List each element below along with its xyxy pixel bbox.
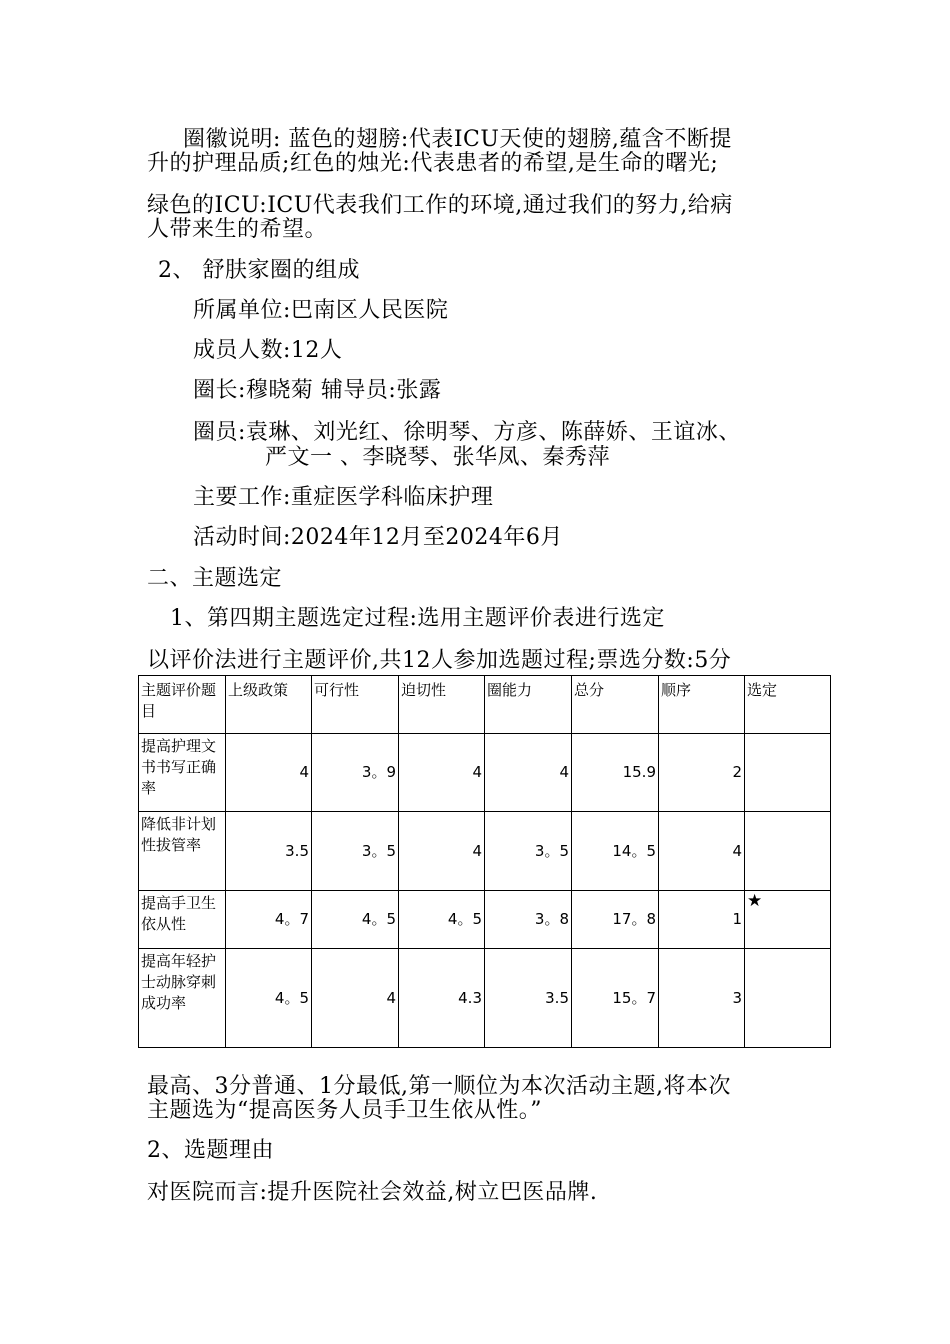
row-topic: 提高年轻护士动脉穿刺成功率 (139, 949, 226, 1048)
row-topic: 提高护理文书书写正确率 (139, 734, 226, 812)
cell-feasibility: 4。5 (312, 891, 399, 949)
cell-urgency: 4 (399, 812, 485, 891)
cell-feasibility: 3。9 (312, 734, 399, 812)
emblem-description-line-2: 升的护理品质;红色的烛光:代表患者的希望,是生命的曙光; (147, 151, 719, 176)
result-line-2: 主题选为“提高医务人员手卫生依从性。” (147, 1098, 542, 1123)
subsection-selection-reason: 2、选题理由 (147, 1138, 274, 1163)
cell-policy: 3.5 (226, 812, 312, 891)
cell-rank: 1 (659, 891, 745, 949)
cell-rank: 3 (659, 949, 745, 1048)
subsection-selection-process: 1、第四期主题选定过程:选用主题评价表进行选定 (170, 606, 665, 631)
cell-capability: 4 (485, 734, 572, 812)
leader-and-advisor: 圈长:穆晓菊 辅导员:张露 (193, 378, 442, 403)
header-capability: 圈能力 (485, 676, 572, 734)
header-topic: 主题评价题目 (139, 676, 226, 734)
main-work: 主要工作:重症医学科临床护理 (193, 485, 494, 510)
cell-rank: 4 (659, 812, 745, 891)
activity-time: 活动时间:2024年12月至2024年6月 (193, 525, 563, 550)
cell-capability: 3。5 (485, 812, 572, 891)
evaluation-intro: 以评价法进行主题评价,共12人参加选题过程;票选分数:5分 (147, 648, 732, 673)
table-header-row (139, 676, 831, 734)
cell-policy: 4 (226, 734, 312, 812)
cell-urgency: 4。5 (399, 891, 485, 949)
row-topic: 提高手卫生依从性 (139, 891, 226, 949)
cell-feasibility: 4 (312, 949, 399, 1048)
emblem-description-line-4: 人带来生的希望。 (147, 217, 328, 242)
table-row (139, 949, 831, 1048)
section-heading-circle-composition: 2、 舒肤家圈的组成 (158, 258, 360, 283)
affiliated-unit: 所属单位:巴南区人民医院 (193, 298, 449, 323)
star-icon: ★ (745, 891, 831, 949)
result-line-1: 最高、3分普通、1分最低,第一顺位为本次活动主题,将本次 (147, 1074, 731, 1099)
header-selected: 选定 (745, 676, 831, 734)
section-heading-theme-selection: 二、主题选定 (147, 566, 283, 591)
cell-total: 15。7 (572, 949, 659, 1048)
reason-hospital: 对医院而言:提升医院社会效益,树立巴医品牌. (147, 1180, 598, 1205)
emblem-description-line-3: 绿色的ICU:ICU代表我们工作的环境,通过我们的努力,给病 (147, 193, 733, 218)
cell-rank: 2 (659, 734, 745, 812)
cell-capability: 3.5 (485, 949, 572, 1048)
row-topic: 降低非计划性拔管率 (139, 812, 226, 891)
members-line-2: 严文一 、李晓琴、张华凤、秦秀萍 (265, 445, 610, 470)
table-row (139, 891, 831, 949)
header-urgency: 迫切性 (399, 676, 485, 734)
table-row (139, 734, 831, 812)
cell-selected (745, 812, 831, 891)
cell-urgency: 4 (399, 734, 485, 812)
cell-total: 15.9 (572, 734, 659, 812)
cell-urgency: 4.3 (399, 949, 485, 1048)
cell-policy: 4。7 (226, 891, 312, 949)
table-row (139, 812, 831, 891)
header-total: 总分 (572, 676, 659, 734)
header-feasibility: 可行性 (312, 676, 399, 734)
cell-feasibility: 3。5 (312, 812, 399, 891)
header-rank: 顺序 (659, 676, 745, 734)
member-count: 成员人数:12人 (193, 338, 343, 363)
cell-selected (745, 734, 831, 812)
emblem-description-line-1: 圈徽说明: 蓝色的翅膀:代表ICU天使的翅膀,蕴含不断提 (183, 127, 732, 152)
theme-evaluation-table (138, 675, 831, 1048)
cell-capability: 3。8 (485, 891, 572, 949)
cell-total: 17。8 (572, 891, 659, 949)
cell-selected (745, 949, 831, 1048)
cell-policy: 4。5 (226, 949, 312, 1048)
header-policy: 上级政策 (226, 676, 312, 734)
members-line-1: 圈员:袁琳、刘光红、徐明琴、方彦、陈薛娇、王谊冰、 (193, 420, 741, 445)
cell-total: 14。5 (572, 812, 659, 891)
